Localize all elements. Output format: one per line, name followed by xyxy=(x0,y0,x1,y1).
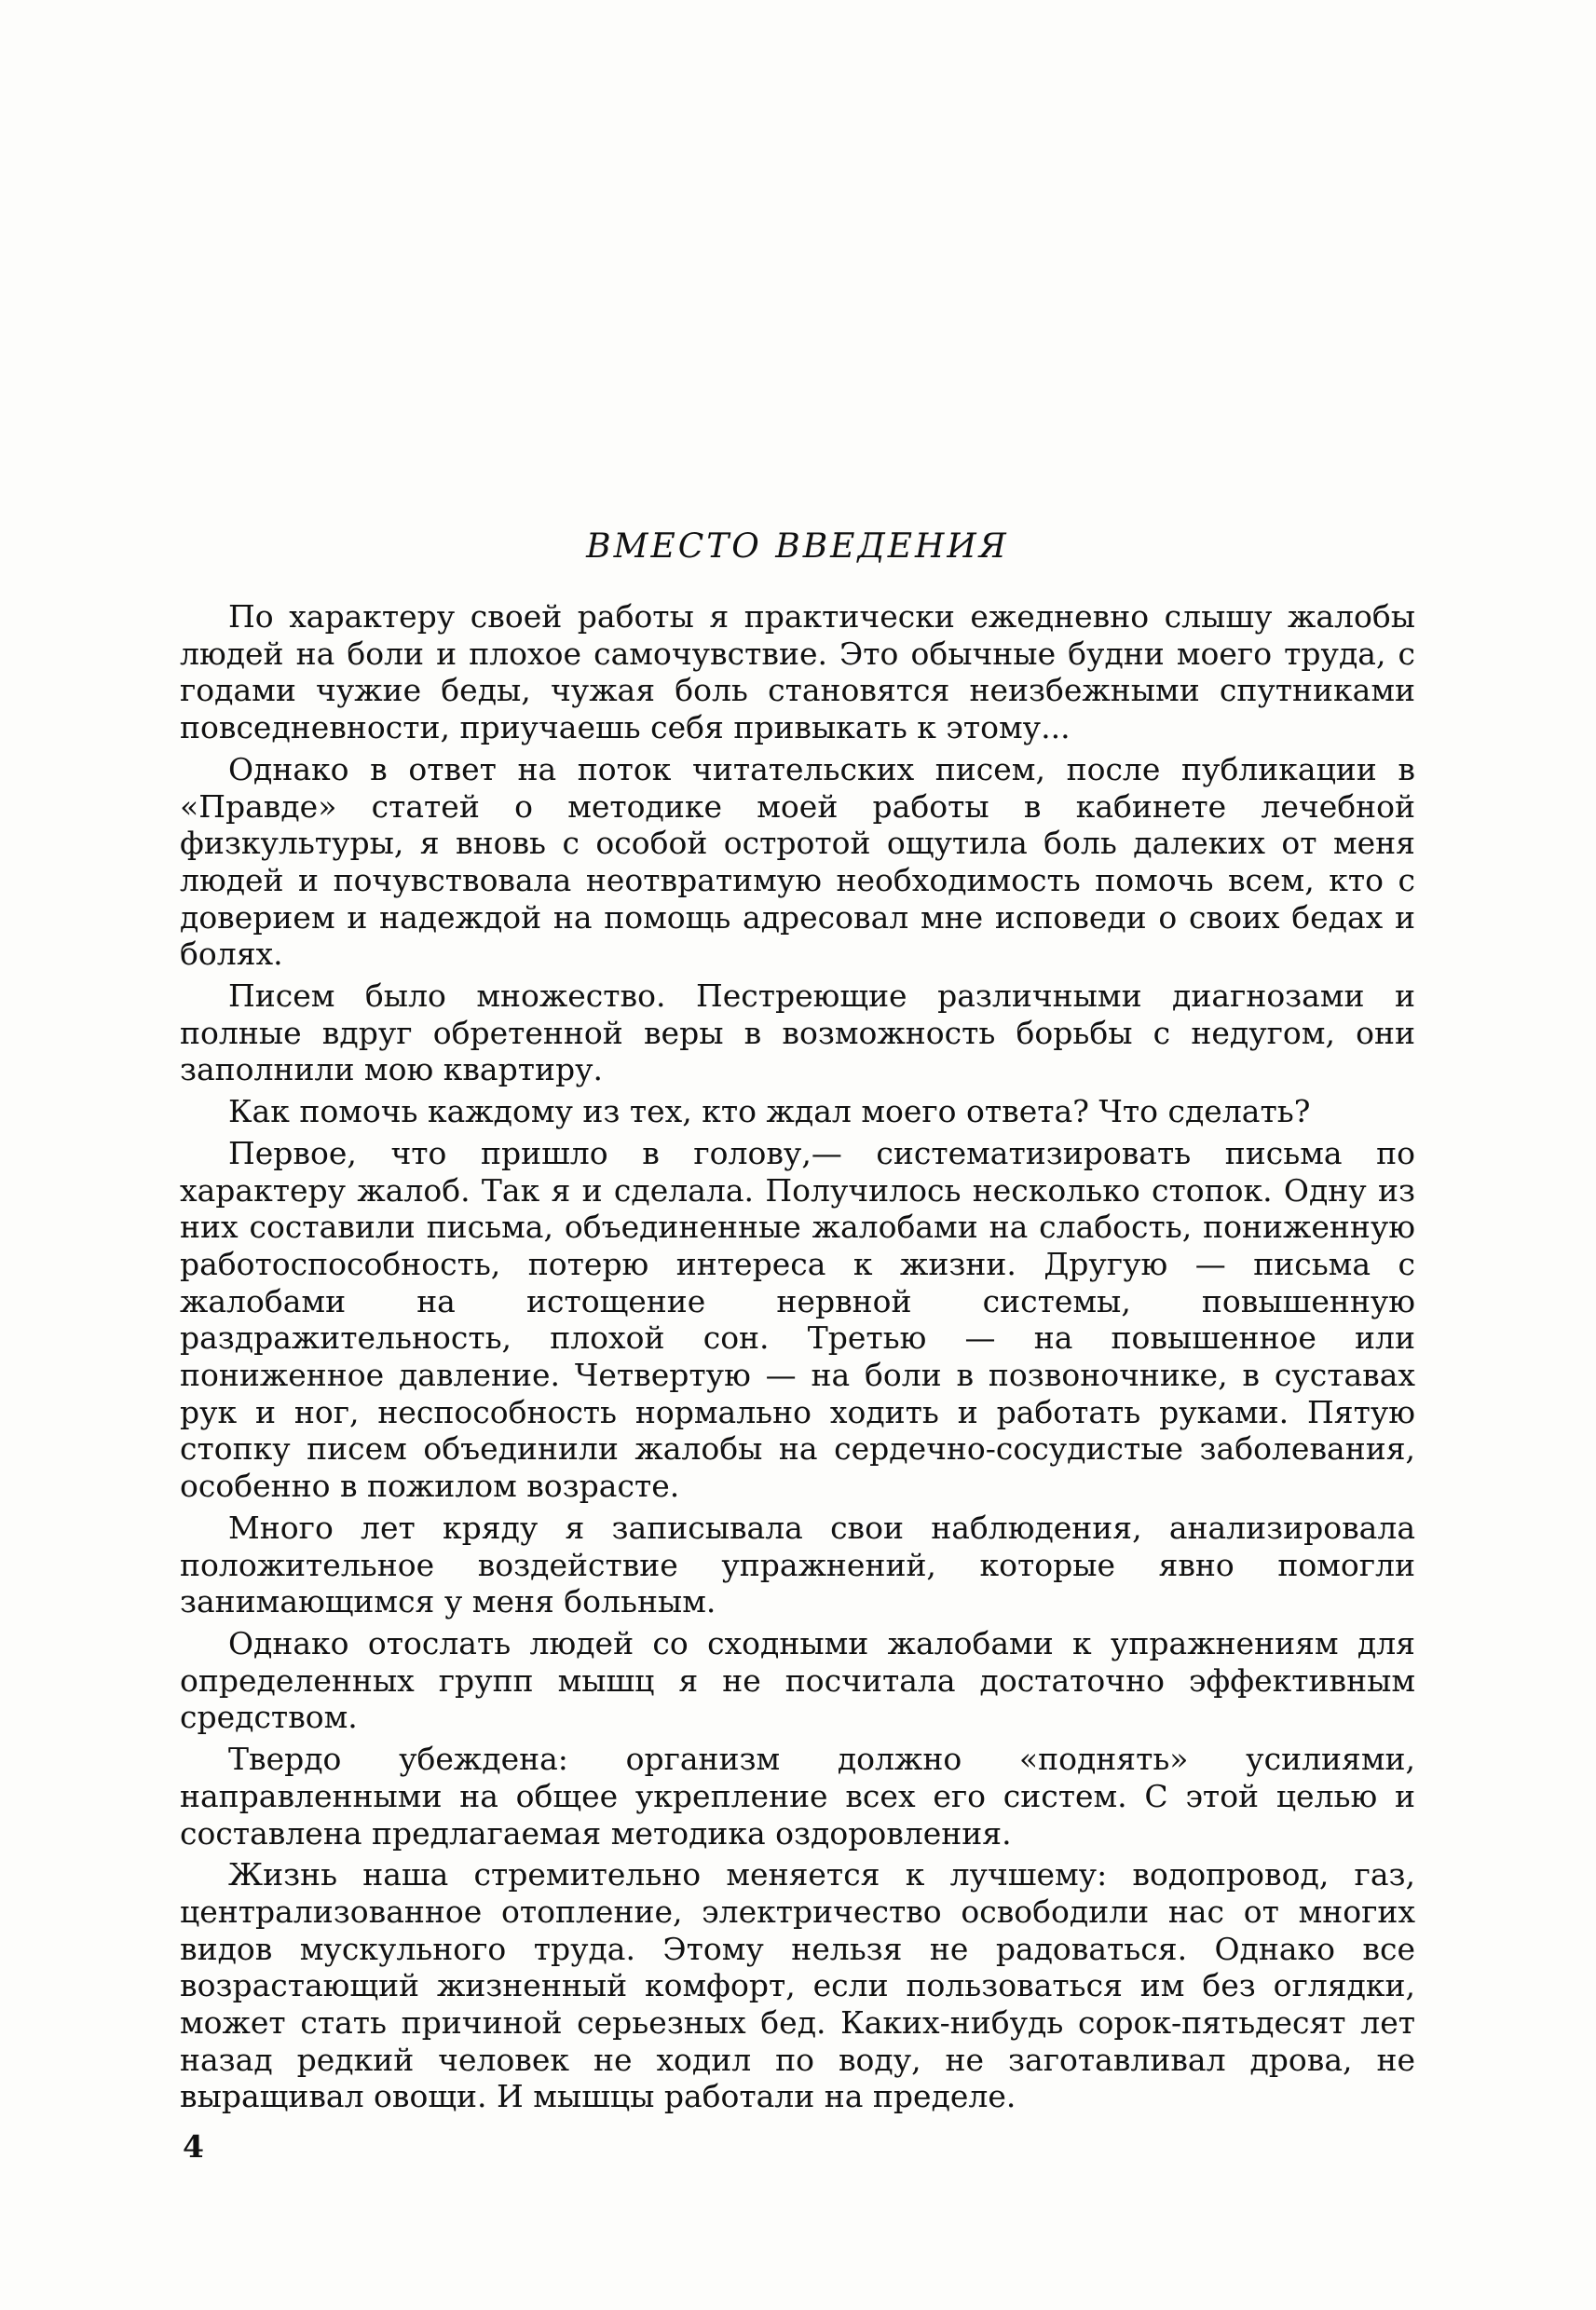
paragraph: Первое, что пришло в голову,— систематизировать письма по характеру жалоб. Так я и сделала. Получилось несколько стопок. Одну из них составили письма, объединенные жалобами на слабость, пониженную работоспособность, потерю интереса к жизни. Другую — письма с жалобами на истощение нервной системы, повышенную раздражительность, плохой сон. Третью — на повышенное или пониженное давление. Четвертую — на боли в позвоночнике, в суставах рук и ног, неспособность нормально ходить и работать руками. Пятую стопку писем объединили жалобы на сердечно-сосудистые заболевания, особенно в пожилом возрасте. xyxy=(180,1134,1415,1505)
paragraph: Много лет кряду я записывала свои наблюдения, анализировала положительное воздействие упражнений, которые явно помогли занимающимся у меня больным. xyxy=(180,1509,1415,1620)
paragraph: Однако отослать людей со сходными жалобами к упражнениям для определенных групп мышц я не посчитала достаточно эффективным средством. xyxy=(180,1624,1415,1736)
page-number: 4 xyxy=(183,2128,204,2165)
paragraph: По характеру своей работы я практически ежедневно слышу жалобы людей на боли и плохое самочувствие. Это обычные будни моего труда, с годами чужие беды, чужая боль становятся неизбежными спутниками повседневности, приучаешь себя привыкать к этому... xyxy=(180,598,1415,746)
paragraph: Однако в ответ на поток читательских писем, после публикации в «Правде» статей о методике моей работы в кабинете лечебной физкультуры, я вновь с особой остротой ощутила боль далеких от меня людей и почувствовала неотвратимую необходимость помочь всем, кто с доверием и надеждой на помощь адресовал мне исповеди о своих бедах и болях. xyxy=(180,750,1415,973)
paragraph: Твердо убеждена: организм должно «поднять» усилиями, направленными на общее укрепление всех его систем. С этой целью и составлена предлагаемая методика оздоровления. xyxy=(180,1741,1415,1852)
paragraph: Как помочь каждому из тех, кто ждал моего ответа? Что сделать? xyxy=(228,1093,1311,1130)
paragraph: Писем было множество. Пестреющие различными диагнозами и полные вдруг обретенной веры в возможность борьбы с недугом, они заполнили мою квартиру. xyxy=(180,977,1415,1088)
section-heading: ВМЕСТО ВВЕДЕНИЯ xyxy=(586,527,1009,566)
body-text xyxy=(180,598,1415,2120)
paragraph: Жизнь наша стремительно меняется к лучшему: водопровод, газ, централизованное отопление, электричество освободили нас от многих видов мускульного труда. Этому нельзя не радоваться. Однако все возрастающий жизненный комфорт, если пользоваться им без оглядки, может стать причиной серьезных бед. Каких-нибудь сорок-пятьдесят лет назад редкий человек не ходил по воду, не заготавливал дрова, не выращивал овощи. И мышцы работали на пределе. xyxy=(180,1856,1415,2115)
